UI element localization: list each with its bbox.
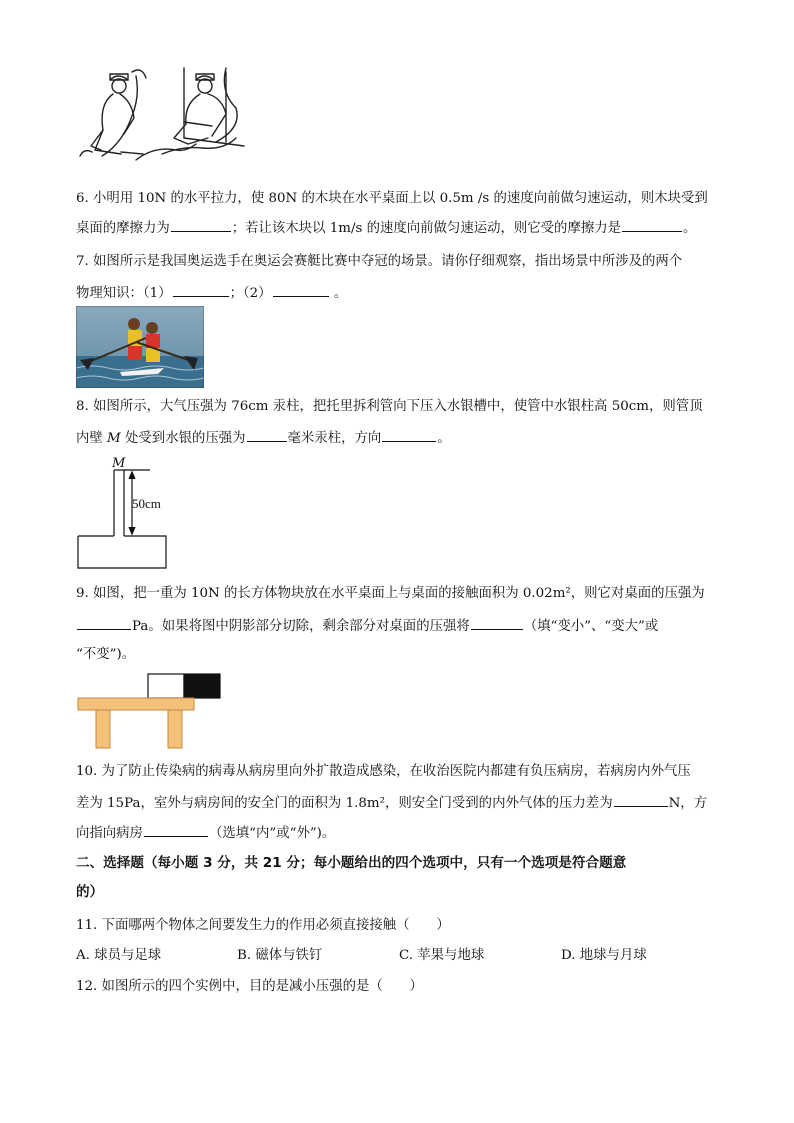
q8-line-2 (76, 428, 451, 448)
section-2-heading-line-2: 的） (76, 884, 104, 900)
q10-answer-blank-1[interactable] (614, 793, 668, 807)
q10-text-c: 向指向病房 (76, 826, 143, 841)
q11-options (76, 947, 716, 965)
q6-text-a: 桌面的摩擦力为 (76, 221, 170, 236)
q11-option-a[interactable]: A. 球员与足球 (76, 948, 162, 963)
q8-label-m: M (107, 431, 121, 446)
q7-line-1: 7. 如图所示是我国奥运选手在奥运会赛艇比赛中夺冠的场景。请你仔细观察，指出场景中所涉及的两个 (76, 254, 683, 269)
block-shaded-part (184, 674, 220, 698)
q6-line-1: 6. 小明用 10N 的水平拉力，使 80N 的木块在水平桌面上以 0.5m /s 的速度向前做匀速运动，则木块受到 (76, 191, 708, 206)
q12-stem: 12. 如图所示的四个实例中，目的是减小压强的是（ ） (76, 979, 423, 994)
q10-line-3 (76, 823, 335, 843)
q9-line-1: 9. 如图，把一重为 10N 的长方体物块放在水平桌面上与桌面的接触面积为 0.02m²，则它对桌面的压强为 (76, 586, 705, 601)
q7-answer-blank-1[interactable] (173, 283, 229, 297)
table-block-figure (76, 672, 226, 752)
rowing-photo (76, 306, 204, 388)
q8-answer-blank-1[interactable] (247, 428, 287, 442)
q8-text-c: 毫米汞柱，方向 (287, 431, 382, 446)
q10-text-b: N，方 (668, 796, 708, 811)
q11-option-c[interactable]: C. 苹果与地球 (399, 948, 485, 963)
q7-line-2 (76, 283, 347, 303)
q9-line-3: “不变”)。 (76, 647, 136, 662)
q6-line-2 (76, 218, 696, 238)
q7-answer-blank-2[interactable] (273, 283, 329, 297)
q10-text-a: 差为 15Pa，室外与病房间的安全门的面积为 1.8m²，则安全门受到的内外气体的压力差为 (76, 796, 613, 811)
tube-top-label-m: M (112, 456, 126, 471)
q8-answer-blank-2[interactable] (382, 428, 436, 442)
q10-answer-blank-2[interactable] (144, 823, 208, 837)
q9-text-a: Pa。如果将图中阴影部分切除，剩余部分对桌面的压强将 (132, 619, 470, 634)
q10-line-1: 10. 为了防止传染病的病毒从病房里向外扩散造成感染，在收治医院内都建有负压病房，若病房内外气压 (76, 764, 691, 779)
q9-text-b: （填“变小”、“变大”或 (523, 619, 659, 634)
q7-text-b: ；（2） (229, 286, 272, 301)
q11-stem: 11. 下面哪两个物体之间要发生力的作用必须直接接触（ ） (76, 918, 450, 933)
q8-text-d: 。 (437, 431, 451, 446)
q8-text-a: 内壁 (76, 431, 108, 446)
table-leg-left (96, 710, 110, 748)
q6-answer-blank-2[interactable] (622, 218, 682, 232)
torricelli-tube-figure (76, 454, 172, 572)
q7-text-c: 。 (329, 286, 348, 301)
mercury-height-label: 50cm (132, 496, 161, 511)
block-remaining-part (148, 674, 184, 698)
table-top (78, 698, 194, 710)
q9-answer-blank-1[interactable] (77, 616, 131, 630)
q8-text-b: 处受到水银的压强为 (120, 431, 246, 446)
firefighters-figure (76, 64, 246, 166)
q9-line-2 (76, 616, 658, 636)
q10-line-2 (76, 793, 707, 813)
q9-answer-blank-2[interactable] (471, 616, 523, 630)
q11-option-b[interactable]: B. 磁体与铁钉 (237, 948, 323, 963)
q6-answer-blank-1[interactable] (171, 218, 231, 232)
q11-option-d[interactable]: D. 地球与月球 (561, 948, 647, 963)
table-leg-right (168, 710, 182, 748)
q6-text-b: ；若让该木块以 1m/s 的速度向前做匀速运动，则它受的摩擦力是 (231, 221, 622, 236)
section-2-heading-line-1: 二、选择题（每小题 3 分，共 21 分；每小题给出的四个选项中，只有一个选项是符合题意 (76, 855, 627, 871)
q8-line-1: 8. 如图所示，大气压强为 76cm 汞柱，把托里拆利管向下压入水银槽中，使管中水银柱高 50cm，则管顶 (76, 399, 703, 414)
q6-text-c: 。 (683, 221, 697, 236)
q7-text-a: 物理知识：（1） (76, 286, 172, 301)
q10-text-d: （选填“内”或“外”)。 (208, 826, 336, 841)
